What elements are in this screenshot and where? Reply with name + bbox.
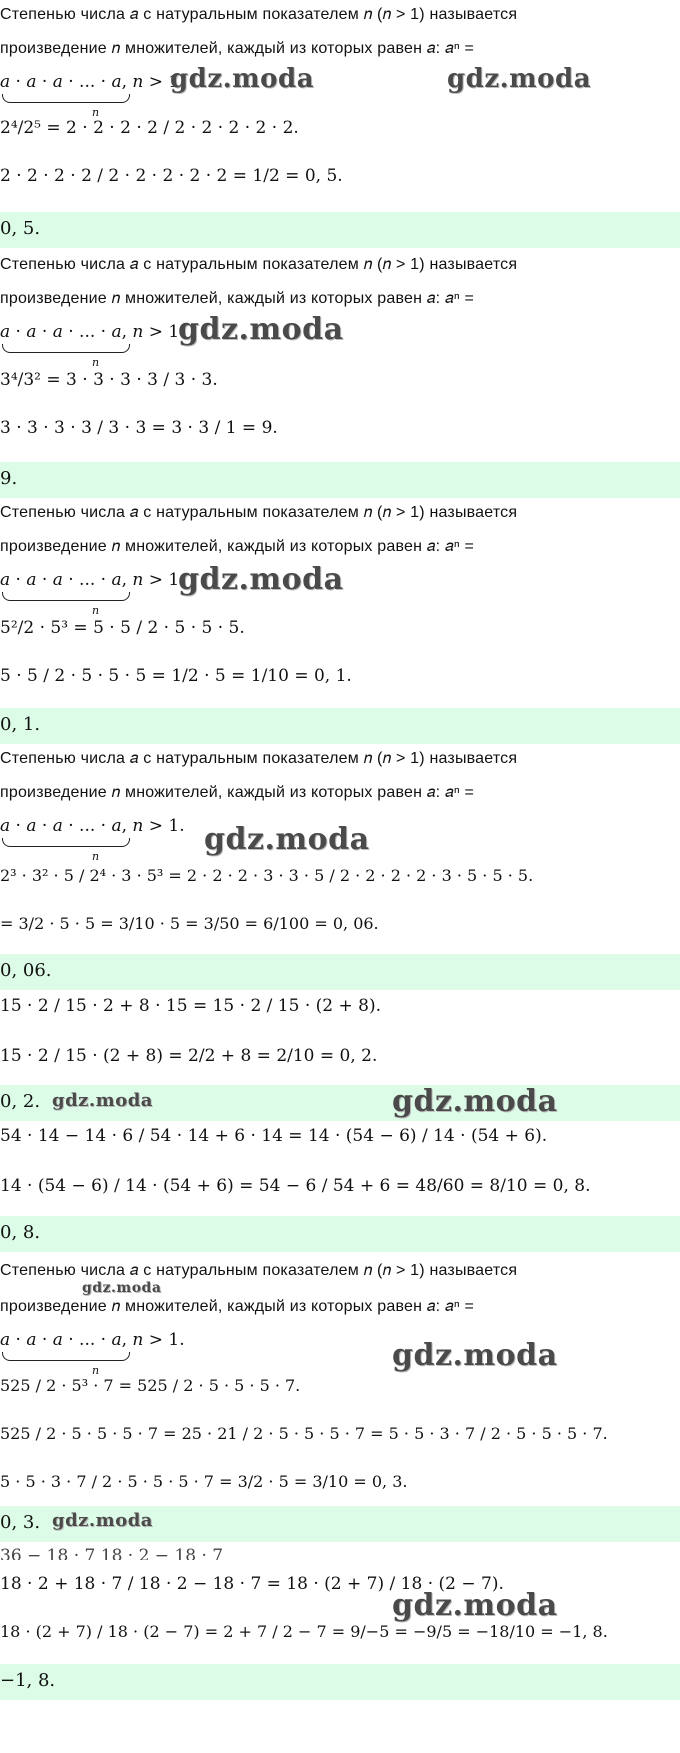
definition-line-2: произведение 𝑛 множителей, каждый из которых равен 𝑎: 𝑎ⁿ = — [0, 290, 475, 307]
equation: 5 · 5 / 2 · 5 · 5 · 5 = 1/2 · 5 = 1/10 = 0, 1. — [0, 666, 352, 686]
definition-line-2: произведение 𝑛 множителей, каждый из которых равен 𝑎: 𝑎ⁿ = — [0, 784, 475, 801]
watermark: gdz.moda — [447, 64, 592, 94]
watermark: gdz.moda — [52, 1510, 153, 1531]
answer: 0, 8. — [0, 1222, 41, 1243]
underbrace-n-label: n — [92, 1364, 100, 1377]
watermark: gdz.moda — [170, 64, 315, 94]
answer-bar — [0, 1664, 680, 1700]
underbrace-n-label: n — [92, 604, 100, 617]
watermark: gdz.moda — [392, 1588, 558, 1623]
equation: 3 · 3 · 3 · 3 / 3 · 3 = 3 · 3 / 1 = 9. — [0, 418, 278, 438]
answer-bar — [0, 212, 680, 248]
equation: 15 · 2 / 15 · 2 + 8 · 15 = 15 · 2 / 15 · (2 + 8). — [0, 996, 382, 1016]
watermark: gdz.moda — [392, 1084, 558, 1119]
underbrace — [2, 592, 130, 601]
answer-bar — [0, 462, 680, 498]
underbrace — [2, 94, 130, 103]
watermark: gdz.moda — [392, 1338, 558, 1373]
equation: 2³ · 3² · 5 / 2⁴ · 3 · 5³ = 2 · 2 · 2 · 3 · 3 · 5 / 2 · 2 · 2 · 2 · 3 · 5 · 5 · 5. — [0, 866, 534, 885]
definition-line-3: 𝑎 · 𝑎 · 𝑎 · ... · 𝑎, 𝑛 > 1. — [0, 816, 185, 836]
definition-line-1: Степенью числа 𝑎 с натуральным показателем 𝑛 (𝑛 > 1) называется — [0, 1262, 518, 1279]
definition-line-1: Степенью числа 𝑎 с натуральным показателем 𝑛 (𝑛 > 1) называется — [0, 256, 518, 273]
watermark: gdz.moda — [178, 312, 344, 347]
definition-line-2: произведение 𝑛 множителей, каждый из которых равен 𝑎: 𝑎ⁿ = — [0, 40, 475, 57]
watermark: gdz.moda — [52, 1090, 153, 1111]
equation: 2 · 2 · 2 · 2 / 2 · 2 · 2 · 2 · 2 = 1/2 = 0, 5. — [0, 166, 343, 186]
definition-line-1: Степенью числа 𝑎 с натуральным показателем 𝑛 (𝑛 > 1) называется — [0, 6, 518, 23]
answer-bar — [0, 1216, 680, 1252]
answer: 0, 5. — [0, 218, 41, 239]
definition-line-2: произведение 𝑛 множителей, каждый из которых равен 𝑎: 𝑎ⁿ = — [0, 538, 475, 555]
underbrace — [2, 1352, 130, 1361]
answer: −1, 8. — [0, 1670, 56, 1691]
equation: 15 · 2 / 15 · (2 + 8) = 2/2 + 8 = 2/10 = 0, 2. — [0, 1046, 378, 1066]
equation: = 3/2 · 5 · 5 = 3/10 · 5 = 3/50 = 6/100 = 0, 06. — [0, 914, 379, 933]
definition-line-3: 𝑎 · 𝑎 · 𝑎 · ... · 𝑎, 𝑛 > 1. — [0, 1330, 185, 1350]
answer: 0, 2. — [0, 1091, 41, 1112]
definition-line-3: 𝑎 · 𝑎 · 𝑎 · ... · 𝑎, 𝑛 > 1. — [0, 570, 185, 590]
underbrace-n-label: n — [92, 106, 100, 119]
equation: 18 · 2 + 18 · 7 / 18 · 2 − 18 · 7 = 18 · (2 + 7) / 18 · (2 − 7). — [0, 1574, 504, 1594]
definition-line-3: 𝑎 · 𝑎 · 𝑎 · ... · 𝑎, 𝑛 > 1. — [0, 72, 185, 92]
underbrace-n-label: n — [92, 356, 100, 369]
watermark: gdz.moda — [82, 1280, 162, 1296]
equation: 525 / 2 · 5 · 5 · 5 · 7 = 25 · 21 / 2 · 5 · 5 · 5 · 7 = 5 · 5 · 3 · 7 / 2 · 5 · 5 · 5 · 7. — [0, 1424, 608, 1443]
cut-off-line: 36 − 18 · 7 18 · 2 − 18 · 7 — [0, 1546, 224, 1560]
definition-line-1: Степенью числа 𝑎 с натуральным показателем 𝑛 (𝑛 > 1) называется — [0, 750, 518, 767]
equation: 525 / 2 · 5³ · 7 = 525 / 2 · 5 · 5 · 5 · 7. — [0, 1376, 301, 1395]
answer: 0, 06. — [0, 960, 52, 981]
equation: 14 · (54 − 6) / 14 · (54 + 6) = 54 − 6 / 54 + 6 = 48/60 = 8/10 = 0, 8. — [0, 1176, 591, 1196]
answer: 9. — [0, 468, 18, 489]
equation: 5 · 5 · 3 · 7 / 2 · 5 · 5 · 5 · 7 = 3/2 · 5 = 3/10 = 0, 3. — [0, 1472, 408, 1491]
underbrace — [2, 344, 130, 353]
answer-bar — [0, 954, 680, 990]
definition-line-1: Степенью числа 𝑎 с натуральным показателем 𝑛 (𝑛 > 1) называется — [0, 504, 518, 521]
underbrace — [2, 838, 130, 847]
equation: 18 · (2 + 7) / 18 · (2 − 7) = 2 + 7 / 2 − 7 = 9/−5 = −9/5 = −18/10 = −1, 8. — [0, 1622, 608, 1641]
answer-bar — [0, 708, 680, 744]
equation: 54 · 14 − 14 · 6 / 54 · 14 + 6 · 14 = 14 · (54 − 6) / 14 · (54 + 6). — [0, 1126, 548, 1146]
equation: 5²/2 · 5³ = 5 · 5 / 2 · 5 · 5 · 5. — [0, 618, 245, 638]
definition-line-3: 𝑎 · 𝑎 · 𝑎 · ... · 𝑎, 𝑛 > 1. — [0, 322, 185, 342]
equation: 3⁴/3² = 3 · 3 · 3 · 3 / 3 · 3. — [0, 370, 218, 390]
definition-line-2: произведение 𝑛 множителей, каждый из которых равен 𝑎: 𝑎ⁿ = — [0, 1298, 475, 1315]
watermark: gdz.moda — [204, 822, 370, 857]
answer: 0, 1. — [0, 714, 41, 735]
watermark: gdz.moda — [178, 562, 344, 597]
equation: 2⁴/2⁵ = 2 · 2 · 2 · 2 / 2 · 2 · 2 · 2 · 2. — [0, 118, 299, 138]
underbrace-n-label: n — [92, 850, 100, 863]
answer: 0, 3. — [0, 1512, 41, 1533]
